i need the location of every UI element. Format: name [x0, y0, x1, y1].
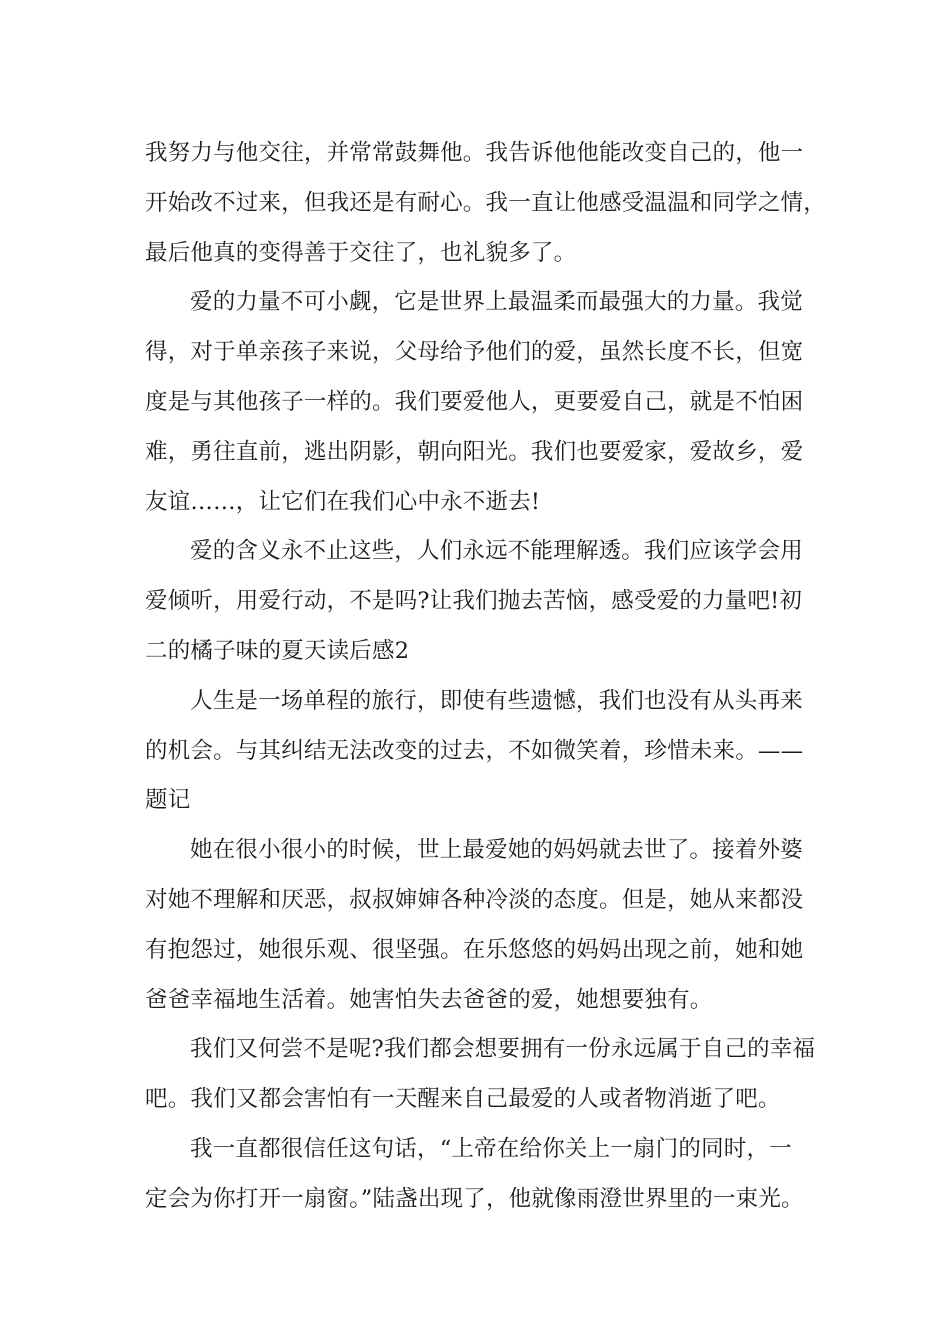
text-line: 得，对于单亲孩子来说，父母给予他们的爱，虽然长度不长，但宽 — [145, 339, 804, 366]
text-line: 吧。我们又都会害怕有一天醒来自己最爱的人或者物消逝了吧。 — [145, 1086, 781, 1113]
text-line: 有抱怨过，她很乐观、很坚强。在乐悠悠的妈妈出现之前，她和她 — [145, 936, 804, 963]
text-line: 二的橘子味的夏天读后感2 — [145, 637, 410, 664]
text-line: 定会为你打开一扇窗。”陆盏出现了，他就像雨澄世界里的一束光。 — [145, 1185, 804, 1212]
text-line: 我一直都很信任这句话，“上帝在给你关上一扇门的同时，一 — [190, 1135, 792, 1162]
text-line: 爸爸幸福地生活着。她害怕失去爸爸的爱，她想要独有。 — [145, 986, 713, 1013]
text-line: 对她不理解和厌恶，叔叔婶婶各种冷淡的态度。但是，她从来都没 — [145, 886, 804, 913]
text-line: 度是与其他孩子一样的。我们要爱他人，更要爱自己，就是不怕困 — [145, 388, 804, 415]
text-line: 难，勇往直前，逃出阴影，朝向阳光。我们也要爱家，爱故乡，爱 — [145, 438, 804, 465]
text-line: 题记 — [145, 787, 191, 814]
text-line: 最后他真的变得善于交往了，也礼貌多了。 — [145, 239, 577, 266]
text-line: 她在很小很小的时候，世上最爱她的妈妈就去世了。接着外婆 — [190, 837, 803, 864]
text-line: 的机会。与其纠结无法改变的过去，不如微笑着，珍惜未来。—— — [145, 737, 804, 764]
text-line: 友谊……，让它们在我们心中永不逝去! — [145, 488, 541, 515]
text-line: 我努力与他交往，并常常鼓舞他。我告诉他他能改变自己的，他一 — [145, 140, 804, 166]
body-text — [145, 129, 825, 1225]
text-line: 开始改不过来，但我还是有耐心。我一直让他感受温温和同学之情， — [145, 189, 827, 216]
text-line: 我们又何尝不是呢?我们都会想要拥有一份永远属于自己的幸福 — [190, 1036, 816, 1063]
text-line: 爱的力量不可小觑，它是世界上最温柔而最强大的力量。我觉 — [190, 289, 803, 316]
text-line: 人生是一场单程的旅行，即使有些遗憾，我们也没有从头再来 — [190, 687, 803, 714]
text-line: 爱倾听，用爱行动，不是吗?让我们抛去苦恼，感受爱的力量吧!初 — [145, 588, 803, 615]
text-line: 爱的含义永不止这些，人们永远不能理解透。我们应该学会用 — [190, 538, 803, 565]
